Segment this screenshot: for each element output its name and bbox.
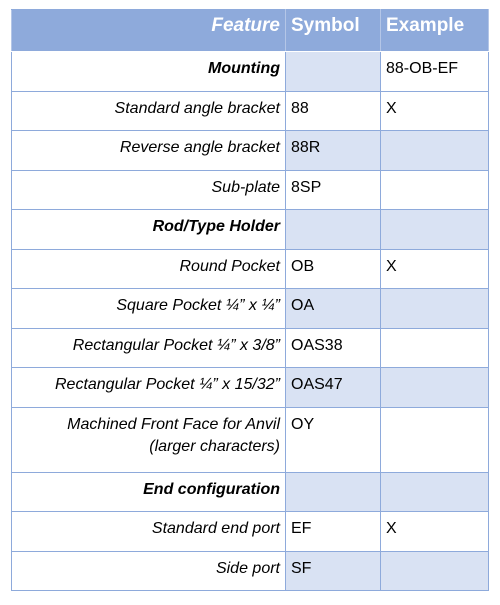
spec-table-container (11, 9, 489, 591)
example-cell (381, 407, 489, 472)
symbol-cell: SF (286, 551, 381, 591)
symbol-cell: OAS47 (286, 368, 381, 408)
feature-cell: Sub-plate (12, 170, 286, 210)
table-row (12, 170, 489, 210)
symbol-cell: OAS38 (286, 328, 381, 368)
table-row (12, 210, 489, 250)
feature-cell: Standard end port (12, 512, 286, 552)
example-cell: X (381, 512, 489, 552)
feature-symbol-table (11, 9, 489, 591)
feature-cell: Mounting (12, 52, 286, 92)
example-cell (381, 131, 489, 171)
header-example: Example (381, 10, 489, 52)
table-row (12, 407, 489, 472)
symbol-cell: 88R (286, 131, 381, 171)
table-header-row (12, 10, 489, 52)
feature-cell: Machined Front Face for Anvil (larger characters) (12, 407, 286, 472)
example-cell (381, 210, 489, 250)
table-row (12, 368, 489, 408)
header-feature: Feature (12, 10, 286, 52)
feature-cell: Standard angle bracket (12, 91, 286, 131)
table-row (12, 472, 489, 512)
feature-cell: Rod/Type Holder (12, 210, 286, 250)
table-row (12, 52, 489, 92)
symbol-cell (286, 210, 381, 250)
table-row (12, 131, 489, 171)
symbol-cell: OY (286, 407, 381, 472)
feature-cell: Rectangular Pocket ¼” x 15/32” (12, 368, 286, 408)
symbol-cell: EF (286, 512, 381, 552)
example-cell: X (381, 249, 489, 289)
feature-cell: Reverse angle bracket (12, 131, 286, 171)
example-cell: X (381, 91, 489, 131)
feature-cell: Side port (12, 551, 286, 591)
symbol-cell (286, 52, 381, 92)
example-cell (381, 368, 489, 408)
feature-cell: Square Pocket ¼” x ¼” (12, 289, 286, 329)
symbol-cell: OB (286, 249, 381, 289)
example-cell (381, 170, 489, 210)
feature-cell: End configuration (12, 472, 286, 512)
example-cell (381, 289, 489, 329)
feature-cell: Rectangular Pocket ¼” x 3/8” (12, 328, 286, 368)
symbol-cell: 88 (286, 91, 381, 131)
table-row (12, 91, 489, 131)
example-cell (381, 551, 489, 591)
table-row (12, 249, 489, 289)
example-cell (381, 328, 489, 368)
symbol-cell: OA (286, 289, 381, 329)
symbol-cell: 8SP (286, 170, 381, 210)
feature-cell: Round Pocket (12, 249, 286, 289)
table-row (12, 328, 489, 368)
table-row (12, 551, 489, 591)
table-row (12, 512, 489, 552)
header-symbol: Symbol (286, 10, 381, 52)
symbol-cell (286, 472, 381, 512)
table-row (12, 289, 489, 329)
example-cell (381, 472, 489, 512)
example-cell: 88-OB-EF (381, 52, 489, 92)
